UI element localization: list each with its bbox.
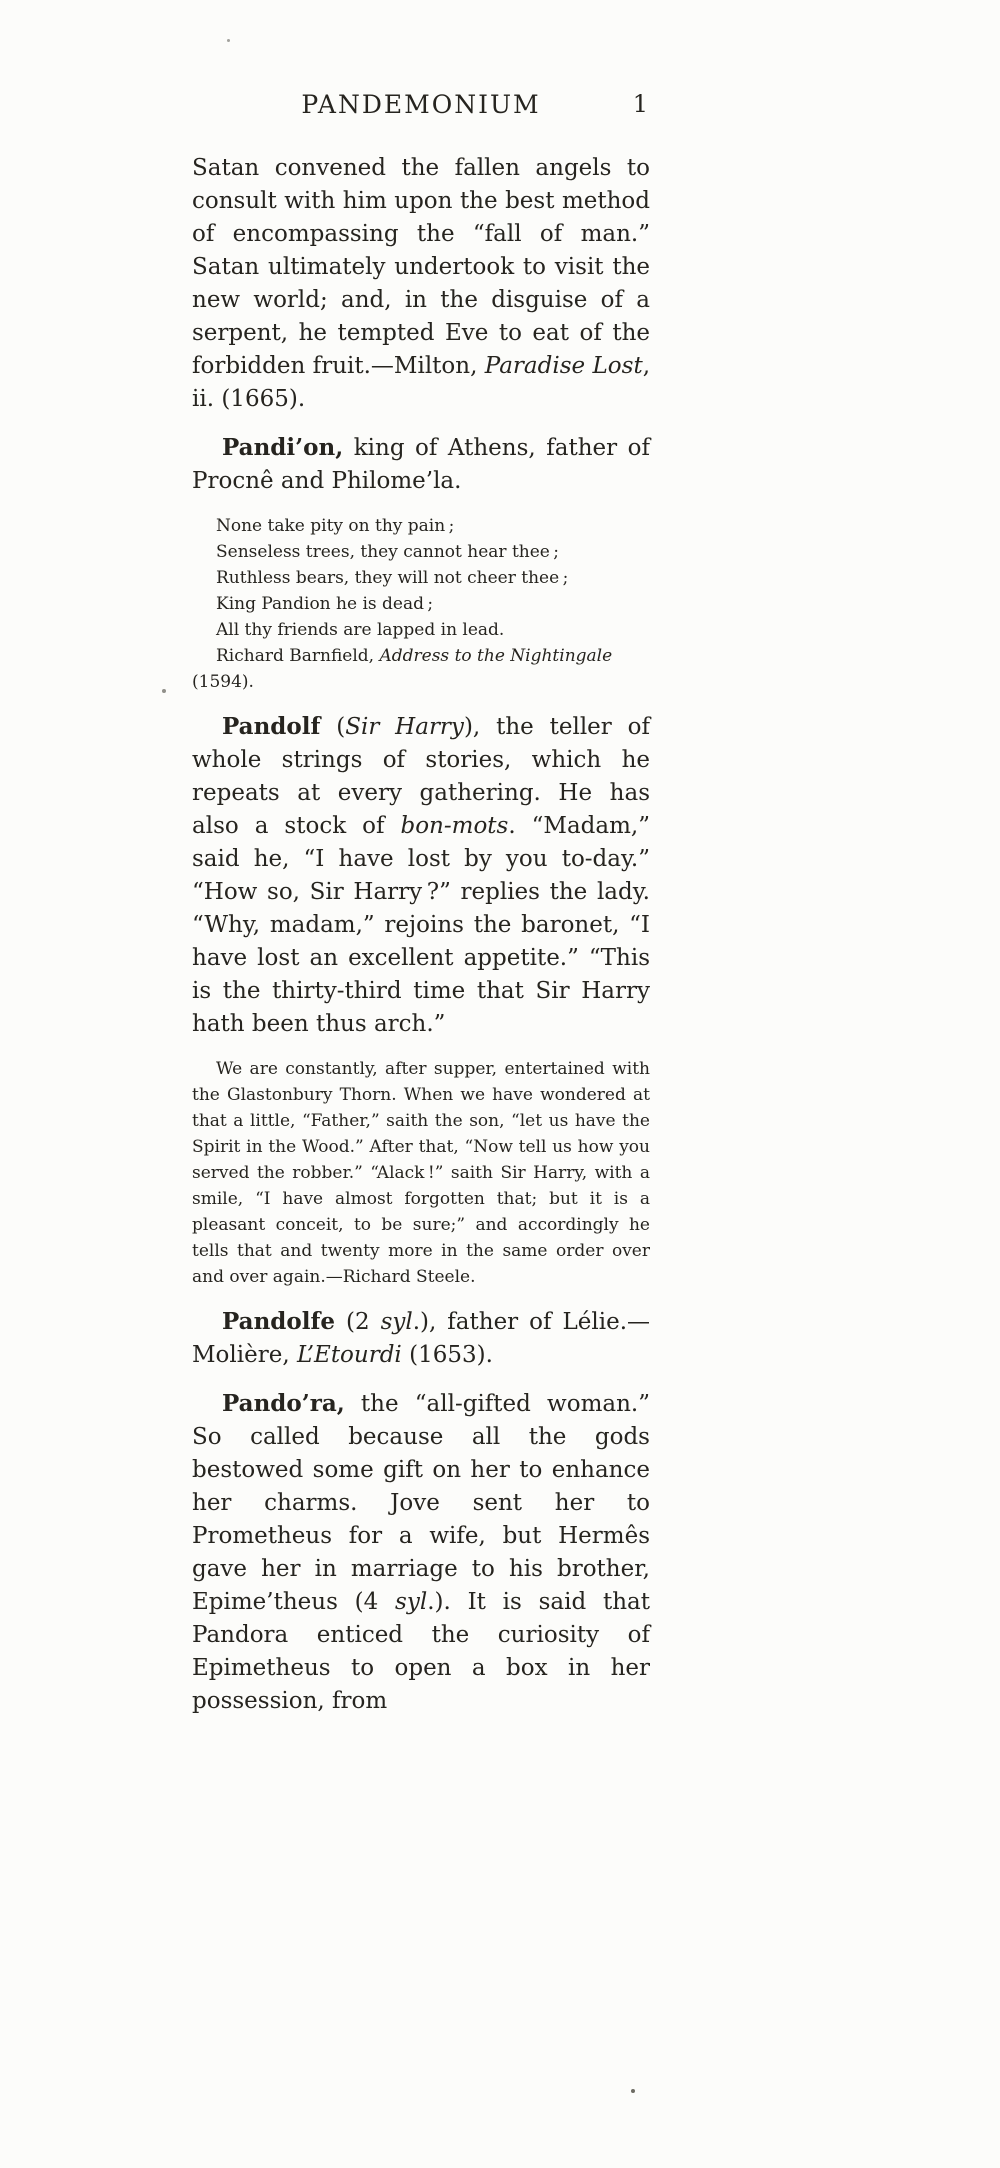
entry-pandora: Pando’ra, the “all-gifted woman.” So called because all the gods bestowed some gift on her to enhance her charms. Jove sent her to Prometheus for a wife, but Hermês gave her in marriage to his brother, Epime’theus (4 syl.). It is said that Pandora enticed the curiosity of Epimetheus to open a box in her possession, from: [192, 1390, 650, 1714]
paragraph-satan-continuation: Satan convened the fallen angels to consult with him upon the best method of encompassing the “fall of man.” Satan ultimately undertook to visit the new world; and, in the disguise of a serpent, he tempted Eve to eat of the forbidden fruit.—Milton, Paradise Lost, ii. (1665).: [192, 155, 650, 412]
scan-speck: [227, 39, 230, 42]
entry-pandolf: Pandolf (Sir Harry), the teller of whole strings of stories, which he repeats at every gathering. He has also a stock of bon-mots. “Madam,” said he, “I have lost by you to-day.” “How so, Sir Harry ?” replies the lady. “Why, madam,” rejoins the baronet, “I have lost an excellent appetite.” “This is the thirty-third time that Sir Harry hath been thus arch.”: [192, 713, 651, 1037]
quote-richard-steele: We are constantly, after supper, entertained with the Glastonbury Thorn. When we have wondered at that a little, “Father,” saith the son, “let us have the Spirit in the Wood.” After that, “Now tell us how you served the robber.” “Alack !” saith Sir Harry, with a smile, “I have almost forgotten that; but it is a pleasant conceit, to be sure;” and accordingly he tells that and twenty more in the same order over and over again.—Richard Steele.: [192, 1059, 650, 1287]
text-column: [192, 90, 650, 1733]
running-title: PANDEMONIUM: [301, 90, 541, 119]
scan-speck: [162, 689, 166, 693]
page-number: 1: [632, 90, 648, 118]
entry-pandolfe: Pandolfe (2 syl.), father of Lélie.—Molière, L’Etourdi (1653).: [192, 1308, 651, 1368]
verse-address-to-the-nightingale: None take pity on thy pain ; Senseless trees, they cannot hear thee ; Ruthless bears, they will not cheer thee ; King Pandion he is dead ; All thy friends are lapped in lead. Richard Barnfield, Address to the Nightingale (1594).: [192, 516, 613, 692]
scan-speck: [631, 2089, 635, 2093]
running-head: [192, 90, 650, 126]
entry-pandion: Pandi’on, king of Athens, father of Procnê and Philome’la.: [192, 434, 650, 494]
